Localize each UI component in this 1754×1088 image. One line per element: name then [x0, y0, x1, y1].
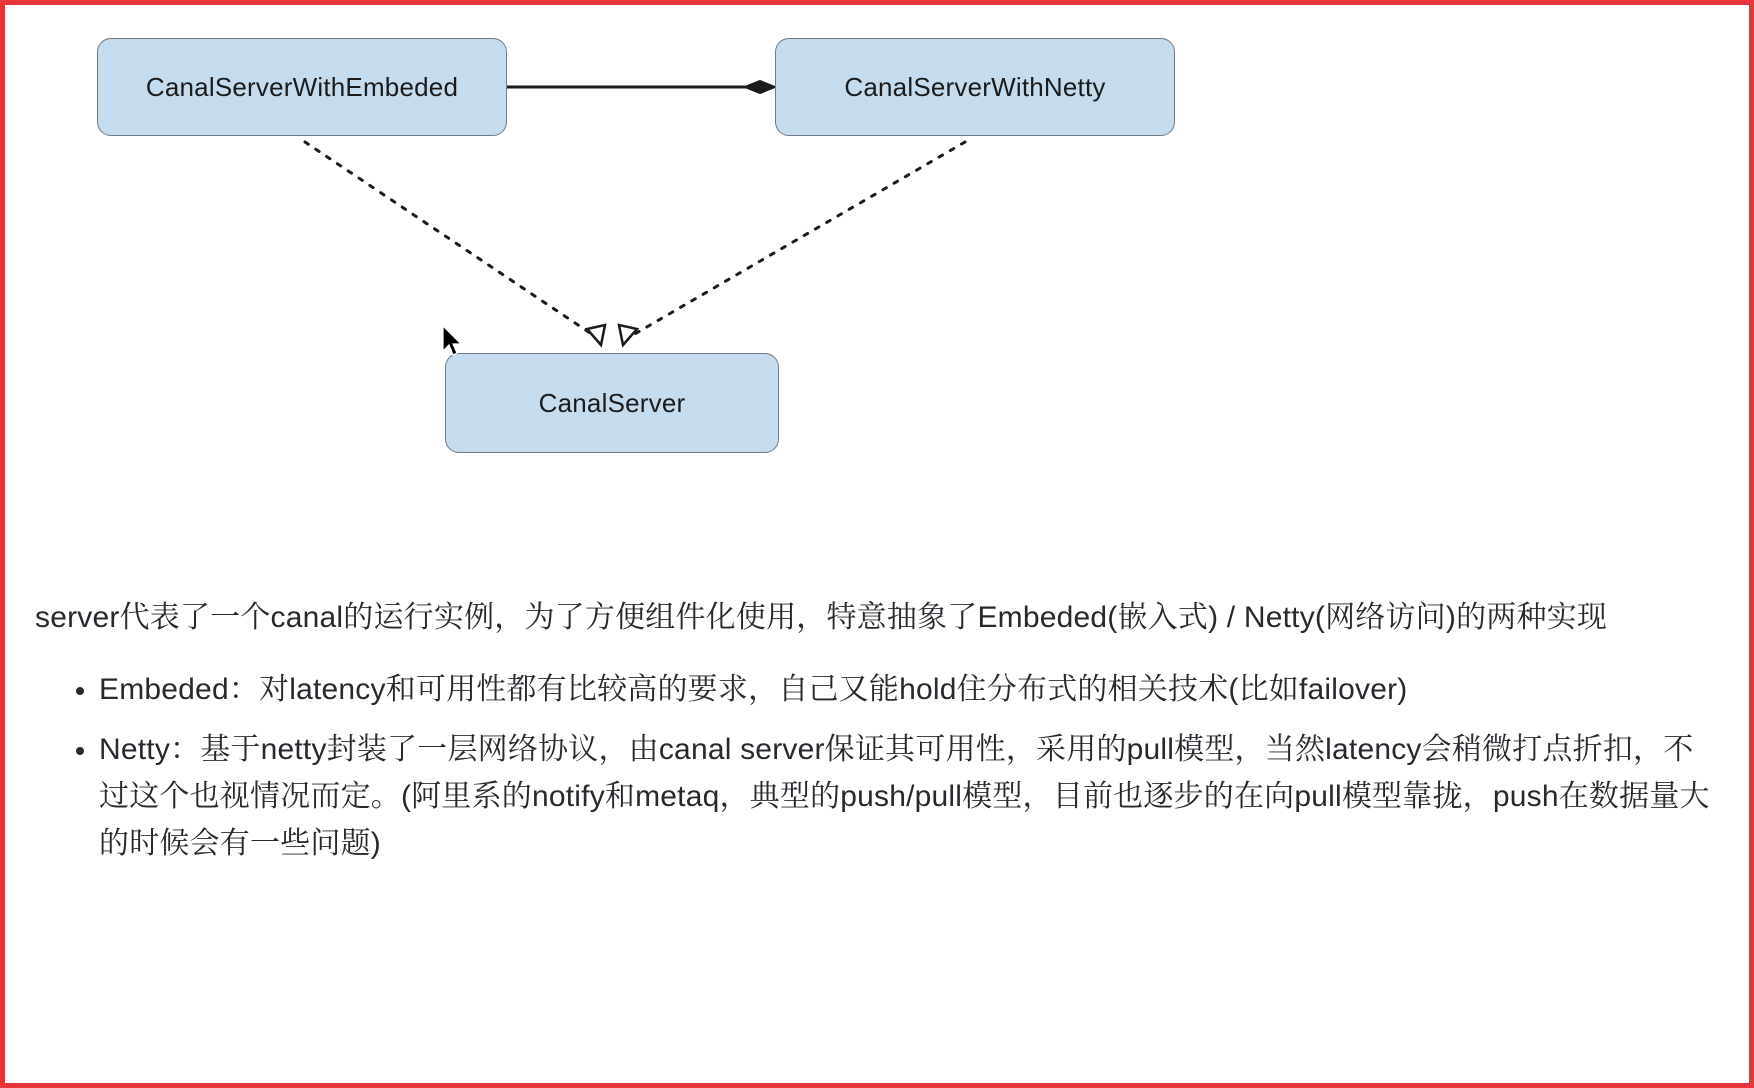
node-label: CanalServerWithNetty — [844, 71, 1106, 102]
node-canalserverwithnetty[interactable] — [775, 38, 1175, 136]
edge-netty-canalserver — [633, 142, 965, 335]
node-label: CanalServer — [538, 387, 686, 418]
node-canalserverwithembeded[interactable] — [97, 38, 507, 136]
list-item: • Netty：基于netty封装了一层网络协议，由canal server保证其可用性，采用的pull模型，当然latency会稍微打点折扣，不过这个也视情况而定。(阿里系的notify和metaq，典型的push/pull模型，目前也逐步的在向pull模型靠拢，push在数据量大的时候会有一些问题) — [99, 727, 1715, 867]
uml-diagram — [5, 5, 1749, 595]
list-item: • Embeded：对latency和可用性都有比较高的要求，自己又能hold住分布式的相关技术(比如failover) — [99, 667, 1715, 714]
intro-paragraph: server代表了一个canal的运行实例，为了方便组件化使用，特意抽象了Embeded(嵌入式) / Netty(网络访问)的两种实现 — [35, 601, 1608, 634]
description-section — [5, 595, 1749, 868]
edge-arrow-triangle-left — [587, 325, 605, 345]
edge-embedded-canalserver — [305, 142, 593, 335]
edge-arrow-triangle-right — [619, 325, 637, 345]
edge-arrow-diamond — [745, 81, 775, 93]
feature-list — [35, 667, 1715, 868]
node-canalserver[interactable] — [445, 353, 779, 453]
node-label: CanalServerWithEmbeded — [145, 71, 459, 102]
